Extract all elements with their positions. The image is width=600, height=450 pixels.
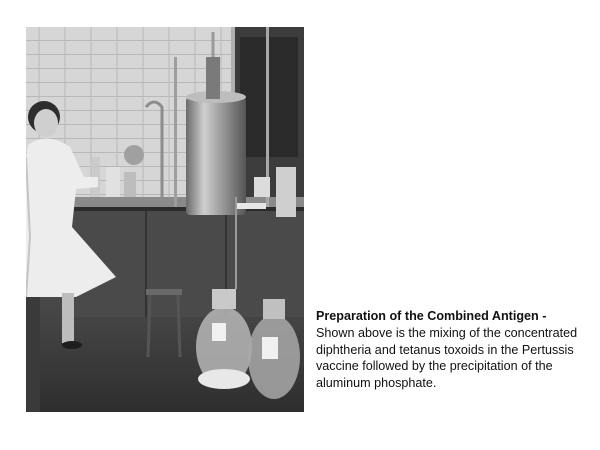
caption-separator: - [538, 309, 547, 323]
laboratory-photo [26, 27, 304, 412]
caption-title: Preparation of the Combined Antigen [316, 309, 539, 323]
photo-caption [316, 308, 588, 392]
laboratory-photo-illustration [26, 27, 304, 412]
caption-body: Shown above is the mixing of the concentrated diphtheria and tetanus toxoids in the Pertussis vaccine followed by the precipitation of the aluminum phosphate. [316, 325, 578, 391]
